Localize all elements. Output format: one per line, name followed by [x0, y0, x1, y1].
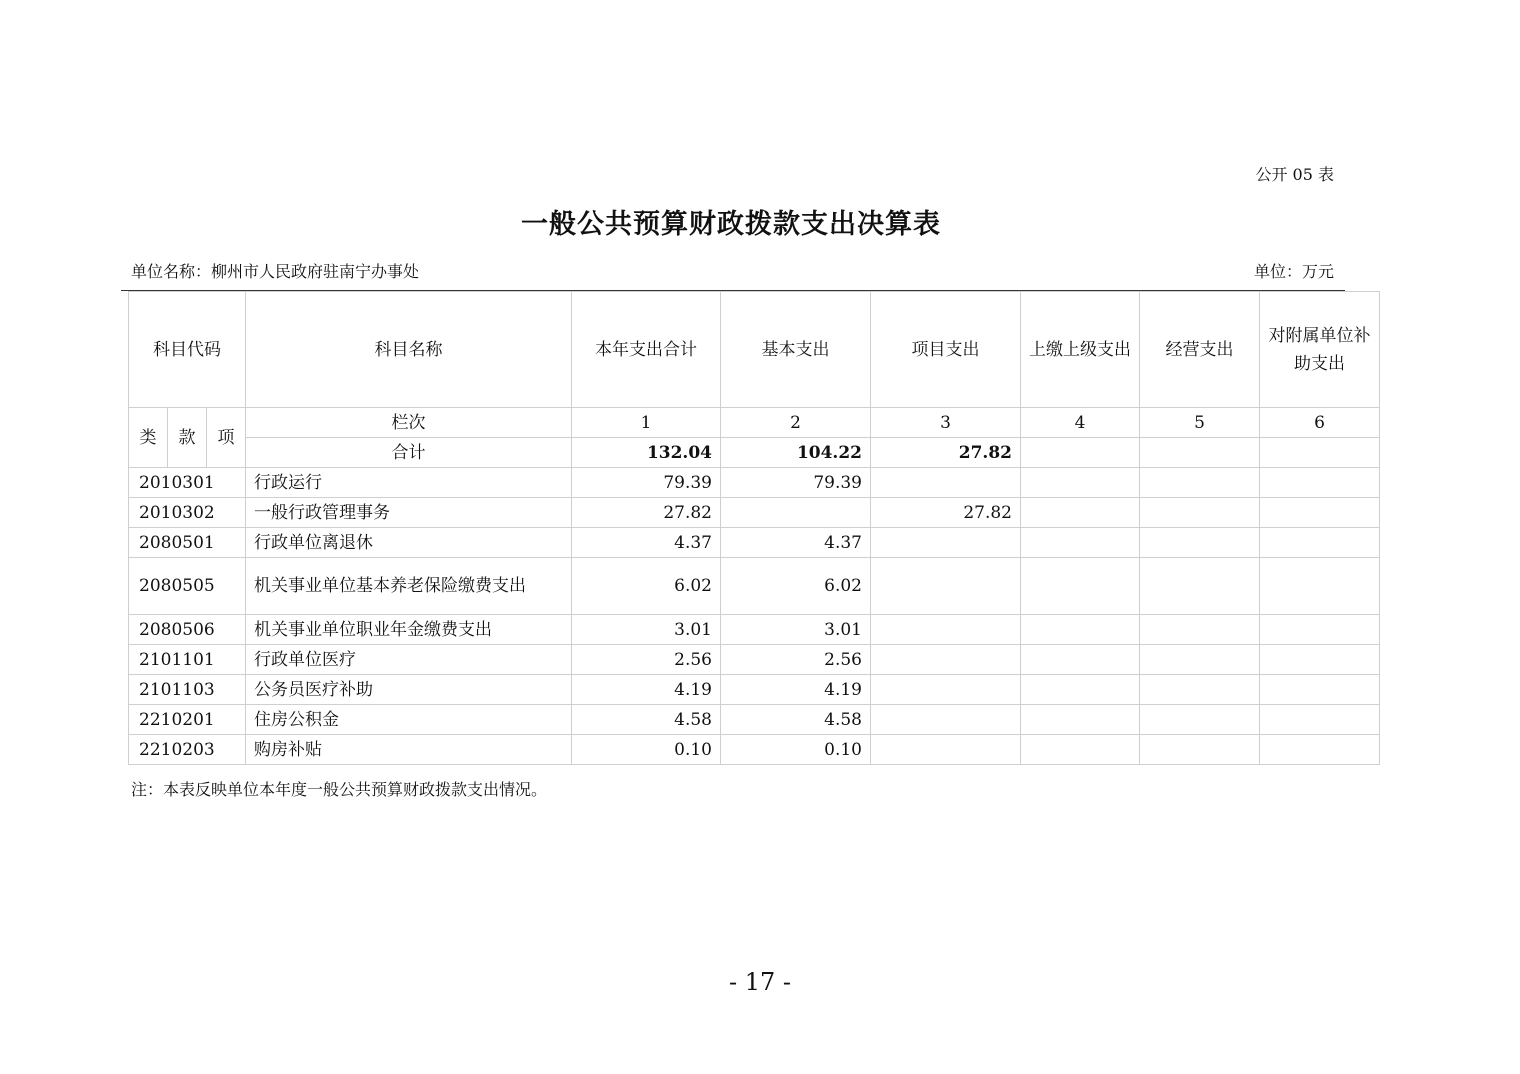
table-row [129, 558, 1380, 615]
totals-row [129, 438, 1380, 468]
row-business [1140, 558, 1260, 615]
header-upper: 上缴上级支出 [1021, 292, 1140, 408]
document-title: 一般公共预算财政拨款支出决算表 [521, 209, 941, 240]
row-code: 2210203 [129, 735, 246, 765]
row-total: 79.39 [572, 468, 721, 498]
totals-basic: 104.22 [721, 438, 871, 468]
row-business [1140, 735, 1260, 765]
row-upper [1021, 615, 1140, 645]
row-total: 4.58 [572, 705, 721, 735]
unit-name: 单位名称：柳州市人民政府驻南宁办事处 [131, 262, 420, 281]
totals-total: 132.04 [572, 438, 721, 468]
row-business [1140, 615, 1260, 645]
table-body [129, 292, 1380, 765]
row-name: 行政单位离退休 [246, 528, 572, 558]
header-row [129, 292, 1380, 408]
sub-header-kuan: 款 [168, 408, 207, 468]
row-name: 机关事业单位基本养老保险缴费支出 [246, 558, 572, 615]
row-project [871, 528, 1021, 558]
row-basic: 4.58 [721, 705, 871, 735]
currency-unit: 单位：万元 [1253, 262, 1334, 281]
table-row [129, 528, 1380, 558]
row-basic: 0.10 [721, 735, 871, 765]
row-name: 行政运行 [246, 468, 572, 498]
column-index-label: 栏次 [246, 408, 572, 438]
row-code: 2010301 [129, 468, 246, 498]
row-name: 购房补贴 [246, 735, 572, 765]
row-project [871, 645, 1021, 675]
row-project [871, 705, 1021, 735]
totals-project: 27.82 [871, 438, 1021, 468]
row-project [871, 558, 1021, 615]
row-subsidiary [1260, 645, 1380, 675]
column-index-1: 1 [572, 408, 721, 438]
row-total: 3.01 [572, 615, 721, 645]
table-row [129, 675, 1380, 705]
row-code: 2101101 [129, 645, 246, 675]
totals-business [1140, 438, 1260, 468]
row-upper [1021, 468, 1140, 498]
totals-upper [1021, 438, 1140, 468]
row-upper [1021, 528, 1140, 558]
row-business [1140, 468, 1260, 498]
row-name: 行政单位医疗 [246, 645, 572, 675]
row-total: 2.56 [572, 645, 721, 675]
row-code: 2080501 [129, 528, 246, 558]
row-project [871, 675, 1021, 705]
row-business [1140, 675, 1260, 705]
header-business: 经营支出 [1140, 292, 1260, 408]
sub-header-lei: 类 [129, 408, 168, 468]
column-index-row [129, 408, 1380, 438]
row-upper [1021, 735, 1140, 765]
row-basic: 4.19 [721, 675, 871, 705]
row-project [871, 615, 1021, 645]
column-index-6: 6 [1260, 408, 1380, 438]
row-upper [1021, 705, 1140, 735]
row-code: 2210201 [129, 705, 246, 735]
row-upper [1021, 558, 1140, 615]
row-total: 0.10 [572, 735, 721, 765]
table-row [129, 615, 1380, 645]
row-basic: 6.02 [721, 558, 871, 615]
column-index-3: 3 [871, 408, 1021, 438]
row-business [1140, 645, 1260, 675]
row-code: 2080506 [129, 615, 246, 645]
row-basic: 3.01 [721, 615, 871, 645]
row-total: 4.19 [572, 675, 721, 705]
row-name: 机关事业单位职业年金缴费支出 [246, 615, 572, 645]
row-code: 2010302 [129, 498, 246, 528]
table-row [129, 735, 1380, 765]
row-project [871, 468, 1021, 498]
row-code: 2080505 [129, 558, 246, 615]
row-subsidiary [1260, 615, 1380, 645]
page-number: - 17 - [728, 968, 791, 996]
row-subsidiary [1260, 558, 1380, 615]
form-number: 公开 05 表 [1255, 165, 1334, 184]
row-upper [1021, 498, 1140, 528]
sub-header-xiang: 项 [207, 408, 246, 468]
row-total: 6.02 [572, 558, 721, 615]
row-subsidiary [1260, 498, 1380, 528]
row-subsidiary [1260, 468, 1380, 498]
row-upper [1021, 645, 1140, 675]
row-name: 住房公积金 [246, 705, 572, 735]
totals-subsidiary [1260, 438, 1380, 468]
row-code: 2101103 [129, 675, 246, 705]
column-index-5: 5 [1140, 408, 1260, 438]
row-upper [1021, 675, 1140, 705]
header-project: 项目支出 [871, 292, 1021, 408]
row-business [1140, 498, 1260, 528]
header-subsidiary: 对附属单位补助支出 [1260, 292, 1380, 408]
expenditure-table [128, 291, 1380, 765]
table-row [129, 498, 1380, 528]
row-subsidiary [1260, 735, 1380, 765]
row-project: 27.82 [871, 498, 1021, 528]
row-name: 公务员医疗补助 [246, 675, 572, 705]
row-name: 一般行政管理事务 [246, 498, 572, 528]
row-total: 4.37 [572, 528, 721, 558]
row-business [1140, 705, 1260, 735]
row-project [871, 735, 1021, 765]
row-subsidiary [1260, 705, 1380, 735]
row-business [1140, 528, 1260, 558]
column-index-2: 2 [721, 408, 871, 438]
header-code: 科目代码 [129, 292, 246, 408]
row-basic: 2.56 [721, 645, 871, 675]
table-note: 注：本表反映单位本年度一般公共预算财政拨款支出情况。 [131, 780, 548, 799]
table-row [129, 468, 1380, 498]
column-index-4: 4 [1021, 408, 1140, 438]
table-row [129, 705, 1380, 735]
row-total: 27.82 [572, 498, 721, 528]
row-basic [721, 498, 871, 528]
header-basic: 基本支出 [721, 292, 871, 408]
header-total: 本年支出合计 [572, 292, 721, 408]
totals-label: 合计 [246, 438, 572, 468]
row-subsidiary [1260, 675, 1380, 705]
row-basic: 79.39 [721, 468, 871, 498]
row-basic: 4.37 [721, 528, 871, 558]
table-row [129, 645, 1380, 675]
header-name: 科目名称 [246, 292, 572, 408]
row-subsidiary [1260, 528, 1380, 558]
